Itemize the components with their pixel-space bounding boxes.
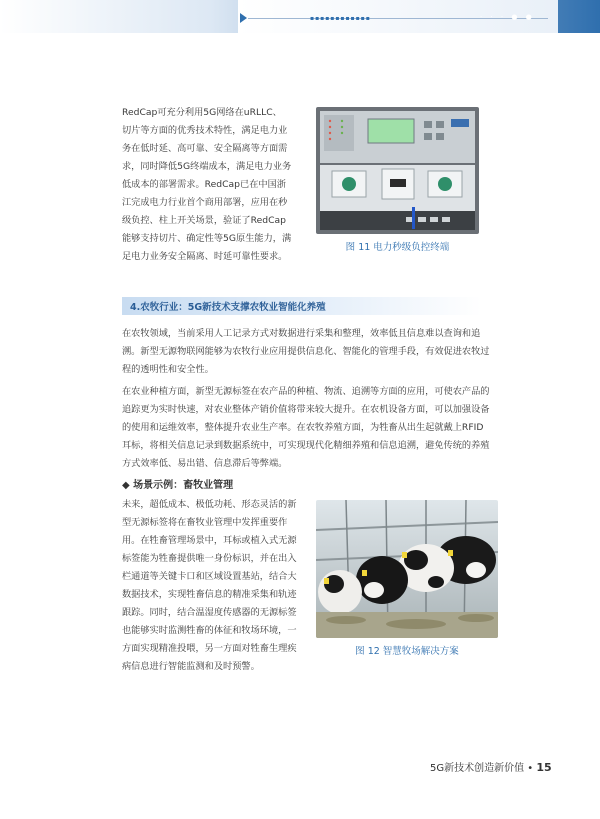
text-line: 足电力业务安全隔离、时延可靠性要求。 [122,251,288,262]
text-line: 溯。新型无源物联网能够为农牧行业应用提供信息化、智能化的管理手段，有效促进农牧过 [122,346,490,357]
text-line: 切片等方面的优秀技术特性，满足电力业 [122,125,288,136]
figure-smart-ranch [316,500,498,638]
header-dots: ▪▪▪▪▪▪▪▪▪▪▪▪ [310,15,371,22]
paragraph-agriculture-applications [122,383,490,473]
section-heading-bar [122,297,482,315]
page-footer [430,759,552,774]
text-line: 用。在牲畜管理场景中，耳标或植入式无源 [122,535,297,546]
figure-12-caption: 图 12 智慧牧场解决方案 [355,646,459,657]
text-line: 追踪更为实时快速，对农业整体产销价值将带来较大提升。在农机设备方面，可以加强设备 [122,404,490,415]
text-line: 也能够实时监测牲畜的体征和牧场环境，一 [122,625,297,636]
paragraph-agriculture-intro [122,325,490,379]
text-line: 低成本的部署需求。RedCap已在中国浙 [122,179,286,190]
text-line: 方式效率低、易出错、信息滞后等弊端。 [122,458,288,469]
text-line: 级负控、柱上开关场景，验证了RedCap [122,215,286,226]
text-line: 求，同时降低5G终端成本，满足电力业务 [122,161,292,172]
text-line: 数据技术，实现牲畜信息的精准采集和轨迹 [122,589,297,600]
text-line: 方面实现精准投喂，另一方面对牲畜生理疾 [122,643,297,654]
text-line: 的使用和运维效率，整体提升农业生产率。在农牧养殖方面，为牲畜从出生起就戴上RFID [122,422,484,433]
text-line: 未来，超低成本、极低功耗、形态灵活的新 [122,499,297,510]
header-right-dots: · · · ● ● [480,13,535,21]
scenario-subheading: ◆ 场景示例：畜牧业管理 [122,480,234,491]
text-line: 江完成电力行业首个商用部署，应用在秒 [122,197,288,208]
section-heading: 4.农牧行业：5G新技术支撑农牧业智能化养殖 [130,302,326,313]
header-band [0,0,600,33]
page-number: 15 [536,761,552,774]
paragraph-redcap [122,104,307,266]
triangle-icon [240,13,247,23]
text-line: 病信息进行智能监测和及时预警。 [122,661,260,672]
dairy-cows-illustration [316,500,498,638]
text-line: 能够支持切片、确定性等5G原生能力，满 [122,233,292,244]
text-line: 在农业种植方面，新型无源标签在农产品的种植、物流、追溯等方面的应用，可使农产品的 [122,386,490,397]
text-line: 程的透明性和安全性。 [122,364,214,375]
text-line: 型无源标签将在畜牧业管理中发挥重要作 [122,517,288,528]
text-line: 务在低时延、高可靠、安全隔离等方面需 [122,143,288,154]
text-line: 跟踪。同时，结合温湿度传感器的无源标签 [122,607,297,618]
text-line: RedCap可充分利用5G网络在uRLLC、 [122,107,282,118]
power-terminal-illustration [316,107,479,234]
text-line: 标签能为牲畜提供唯一身份标识，并在出入 [122,553,297,564]
text-line: 在农牧领域，当前采用人工记录方式对数据进行采集和整理，效率低且信息难以查询和追 [122,328,481,339]
figure-11-caption: 图 11 电力秒级负控终端 [345,242,450,253]
paragraph-livestock [122,496,307,676]
text-line: 耳标，将相关信息记录到数据系统中，可实现现代化精细养殖和信息追溯，避免传统的养殖 [122,440,490,451]
figure-power-terminal [316,107,479,234]
footer-title: 5G新技术创造新价值 • [430,763,537,774]
text-line: 栏通道等关键卡口和区域设置基站，结合大 [122,571,297,582]
